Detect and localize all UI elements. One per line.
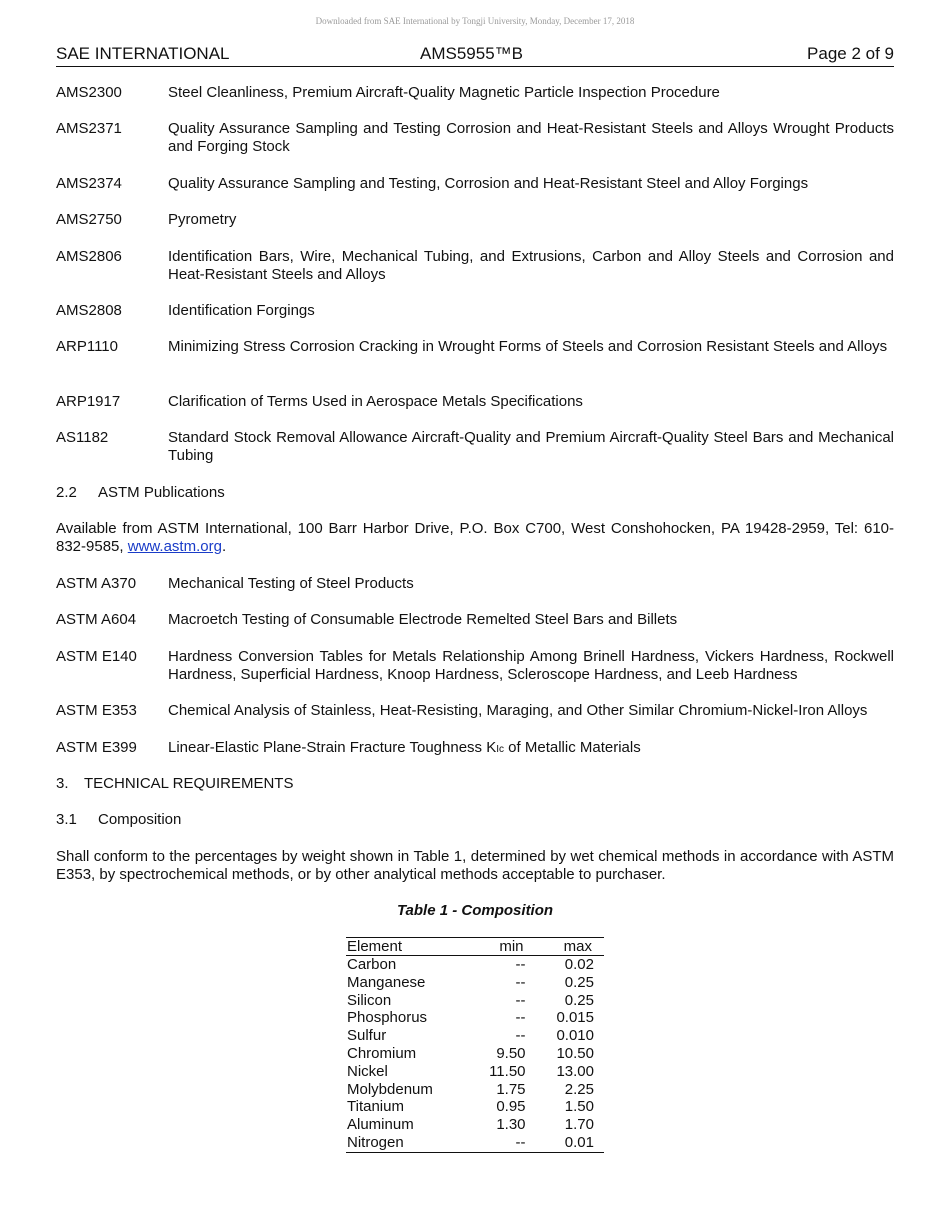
section-heading-2-2: [56, 484, 225, 502]
reference-description: Identification Forgings: [168, 302, 315, 319]
section-number: 2.2: [56, 484, 77, 501]
section-title: Composition: [98, 811, 182, 828]
cell-min: --: [473, 1134, 529, 1152]
download-watermark: Downloaded from SAE International by Tongji University, Monday, December 17, 2018: [315, 16, 635, 26]
reference-code: AMS2371: [56, 120, 122, 137]
cell-element: Aluminum: [347, 1116, 414, 1134]
reference-description: Pyrometry: [168, 211, 237, 228]
astm-availability-end: .: [221, 538, 227, 555]
cell-element: Titanium: [347, 1098, 404, 1116]
reference-code: AMS2300: [56, 84, 122, 101]
cell-element: Silicon: [347, 991, 392, 1009]
section-title: ASTM Publications: [98, 484, 225, 501]
section-title: TECHNICAL REQUIREMENTS: [84, 775, 294, 792]
cell-element: Sulfur: [347, 1027, 387, 1045]
cell-element: Manganese: [347, 973, 426, 991]
reference-item: [56, 248, 894, 284]
reference-item: [56, 211, 894, 229]
reference-description: Minimizing Stress Corrosion Cracking in Wrought Forms of Steels and Corrosion Resistant Steels and Alloys: [168, 338, 888, 355]
cell-max: 0.015: [556, 1009, 594, 1027]
header-min: min: [473, 938, 529, 956]
reference-description: Macroetch Testing of Consumable Electrode Remelted Steel Bars and Billets: [168, 611, 678, 628]
reference-code: AMS2806: [56, 248, 122, 265]
astm-availability-paragraph: [56, 520, 894, 556]
table-row: [346, 956, 604, 974]
header-page-number: Page 2 of 9: [807, 44, 894, 63]
reference-description: Quality Assurance Sampling and Testing, Corrosion and Heat-Resistant Steel and Alloy Forgings: [168, 175, 809, 192]
cell-max: 1.50: [564, 1098, 594, 1116]
reference-item: [56, 302, 894, 320]
reference-item: [56, 739, 894, 759]
reference-code: AMS2750: [56, 211, 122, 228]
section-number: 3.: [56, 775, 69, 792]
cell-max: 2.25: [564, 1080, 594, 1098]
reference-code: AMS2374: [56, 175, 122, 192]
cell-element: Carbon: [347, 956, 397, 973]
reference-item: [56, 611, 894, 629]
cell-max: 0.010: [556, 1027, 594, 1045]
cell-min: 1.30: [496, 1116, 526, 1134]
section-heading-3-1: [56, 811, 181, 829]
table-row: [346, 1134, 604, 1152]
table-header-row: [346, 938, 604, 956]
reference-description: Mechanical Testing of Steel Products: [168, 575, 414, 592]
cell-min: --: [515, 1027, 526, 1045]
reference-code: ASTM E399: [56, 739, 137, 756]
reference-item: [56, 84, 894, 102]
header-max: max: [530, 938, 604, 956]
cell-max: 1.70: [564, 1116, 594, 1134]
reference-code: AMS2808: [56, 302, 122, 319]
reference-description: Clarification of Terms Used in Aerospace Metals Specifications: [168, 393, 583, 410]
cell-element: Nickel: [347, 1062, 388, 1080]
reference-code: ARP1917: [56, 393, 121, 410]
reference-item: [56, 120, 894, 156]
reference-item: [56, 175, 894, 193]
reference-code: AS1182: [56, 429, 109, 446]
cell-element: Chromium: [347, 1044, 417, 1062]
section-number: 3.1: [56, 811, 77, 828]
reference-item: [56, 393, 894, 411]
reference-description: Quality Assurance Sampling and Testing Corrosion and Heat-Resistant Steels and Alloys Wrought Products and Forging Stock: [168, 120, 894, 155]
astm-website-link[interactable]: www.astm.org: [127, 538, 222, 555]
reference-code: ASTM A604: [56, 611, 137, 628]
cell-max: 0.25: [564, 973, 594, 991]
cell-element: Phosphorus: [347, 1009, 428, 1027]
table-row: [346, 1027, 604, 1045]
cell-min: --: [515, 956, 526, 973]
astm-availability-text: Available from ASTM International, 100 Barr Harbor Drive, P.O. Box C700, West Conshohocken, PA 19428-2959, Tel: 610-832-9585,: [56, 520, 894, 555]
table-row: [346, 1098, 604, 1116]
reference-code: ARP1110: [56, 338, 118, 355]
cell-max: 0.02: [564, 956, 594, 973]
cell-element: Molybdenum: [347, 1080, 433, 1098]
page-header: [56, 44, 894, 67]
reference-description: Hardness Conversion Tables for Metals Relationship Among Brinell Hardness, Vickers Hardness, Rockwell Hardness, Superficial Hardness, Knoop Hardness, Scleroscope Hardness, and Leeb Hardness: [168, 648, 894, 683]
cell-min: 0.95: [496, 1098, 526, 1116]
description-text: Linear-Elastic Plane-Strain Fracture Toughness K: [168, 739, 497, 756]
table-row: [346, 992, 604, 1010]
cell-max: 0.25: [564, 991, 594, 1009]
table-row: [346, 974, 604, 992]
reference-item: [56, 575, 894, 593]
cell-min: 1.75: [496, 1080, 526, 1098]
table-row: [346, 1063, 604, 1081]
reference-code: ASTM E353: [56, 702, 137, 719]
cell-element: Nitrogen: [346, 1134, 473, 1152]
table-row: [346, 1045, 604, 1063]
reference-item: [56, 338, 894, 356]
cell-min: 9.50: [496, 1044, 526, 1062]
header-organization: SAE INTERNATIONAL: [56, 44, 230, 63]
reference-code: ASTM E140: [56, 648, 137, 665]
cell-min: --: [515, 973, 526, 991]
cell-min: --: [515, 1009, 526, 1027]
reference-item: [56, 702, 894, 720]
cell-max: 10.50: [556, 1044, 594, 1062]
table-title: Table 1 - Composition: [396, 902, 554, 919]
reference-item: [56, 648, 894, 684]
subscript-ic: Ic: [496, 744, 505, 755]
section-heading-3: [56, 775, 293, 793]
description-text-end: of Metallic Materials: [504, 739, 641, 756]
composition-table: [346, 937, 604, 1153]
cell-max: 13.00: [556, 1062, 594, 1080]
cell-min: 11.50: [489, 1062, 526, 1080]
header-document-number: AMS5955™B: [420, 44, 523, 63]
cell-max: 0.01: [530, 1134, 604, 1152]
cell-min: --: [515, 991, 526, 1009]
reference-description: Chemical Analysis of Stainless, Heat-Resisting, Maraging, and Other Similar Chromium-Nickel-Iron Alloys: [168, 702, 868, 719]
reference-description: Steel Cleanliness, Premium Aircraft-Quality Magnetic Particle Inspection Procedure: [168, 84, 720, 101]
reference-description: Standard Stock Removal Allowance Aircraft-Quality and Premium Aircraft-Quality Steel Bars and Mechanical Tubing: [168, 429, 894, 464]
reference-code: ASTM A370: [56, 575, 137, 592]
composition-paragraph: Shall conform to the percentages by weight shown in Table 1, determined by wet chemical methods in accordance with ASTM E353, by spectrochemical methods, or by other analytical methods acceptable to purchaser.: [56, 848, 894, 883]
table-row: [346, 1081, 604, 1099]
reference-item: [56, 429, 894, 465]
table-row: [346, 1116, 604, 1134]
reference-description: Identification Bars, Wire, Mechanical Tubing, and Extrusions, Carbon and Alloy Steels and Corrosion and Heat-Resistant Steels and Alloys: [168, 248, 894, 283]
header-element: Element: [346, 938, 473, 956]
reference-description: [168, 739, 894, 759]
table-row: [346, 1009, 604, 1027]
